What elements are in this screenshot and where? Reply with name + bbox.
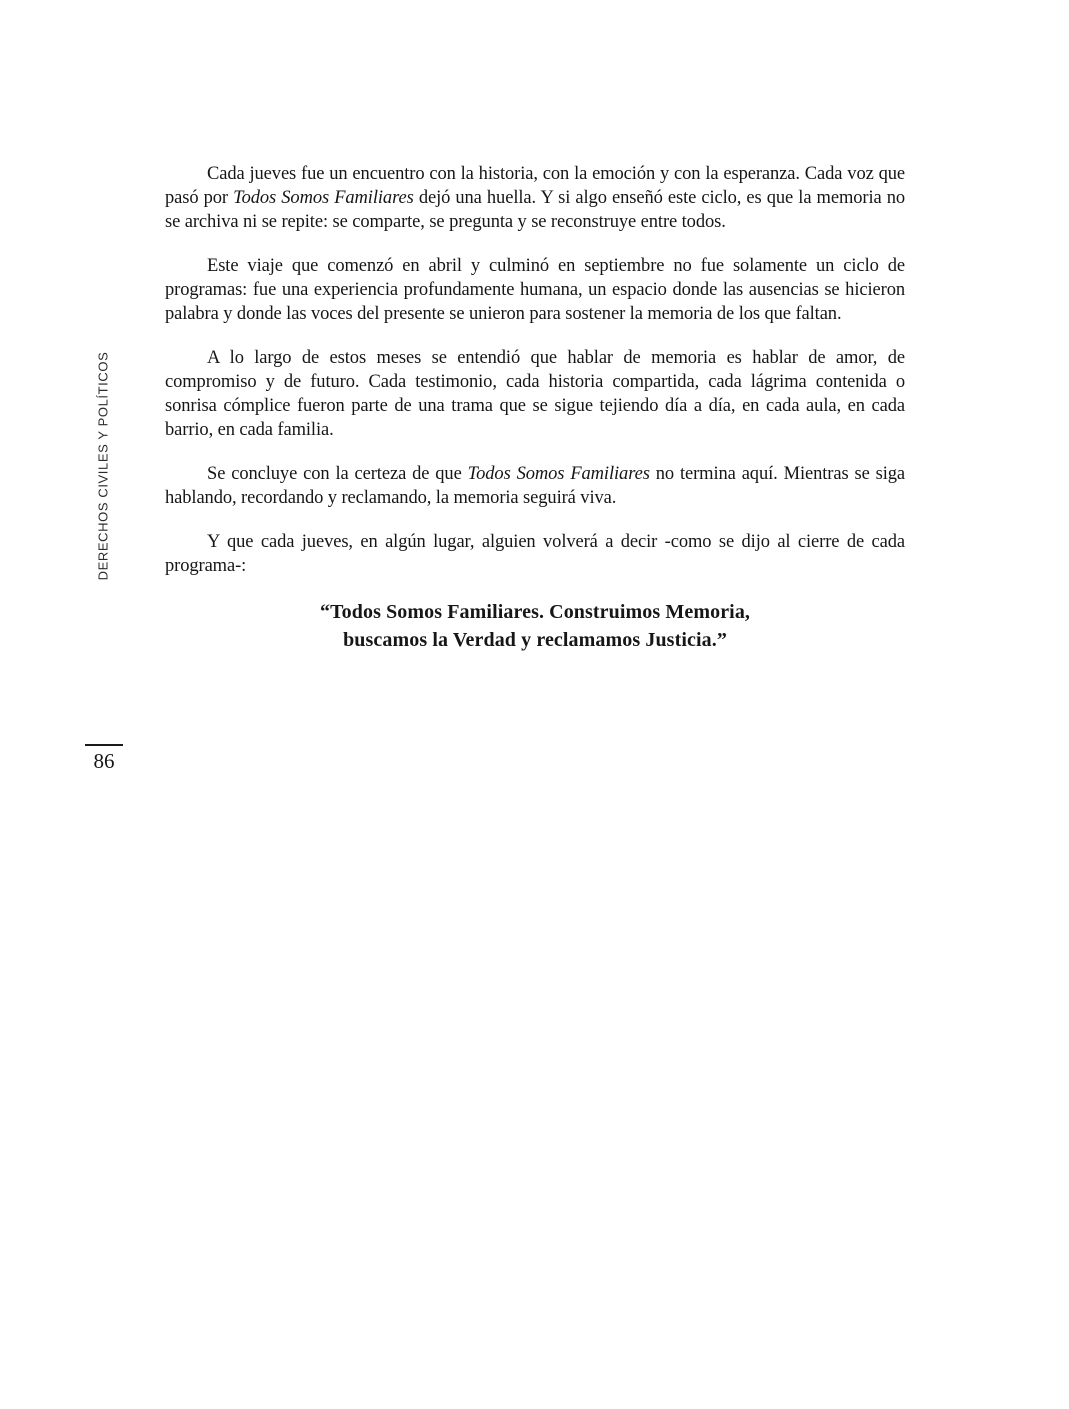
sidebar-section-label: DERECHOS CIVILES Y POLÍTICOS	[95, 351, 111, 581]
body-paragraph	[165, 254, 905, 326]
closing-quote	[165, 598, 905, 654]
page-number: 86	[93, 749, 115, 773]
paragraph-text: dejó una huella. Y si algo enseñó este ciclo, es que la memoria no se archiva ni se repite: se comparte, se pregunta y se reconstruye entre todos.	[165, 188, 906, 232]
program-title-italic: Todos Somos Familiares	[233, 188, 414, 208]
paragraph-text: no termina aquí. Mientras se siga hablando, recordando y reclamando, la memoria seguirá viva.	[165, 464, 906, 508]
body-paragraph	[165, 162, 905, 234]
body-paragraph	[165, 530, 905, 578]
paragraph-text: A lo largo de estos meses se entendió que hablar de memoria es hablar de amor, de compromiso y de futuro. Cada testimonio, cada historia compartida, cada lágrima contenida o sonrisa cómplice fueron parte de una trama que se sigue tejiendo día a día, en cada aula, en cada barrio, en cada familia.	[165, 348, 905, 440]
paragraph-text: Cada jueves fue un encuentro con la historia, con la emoción y con la esperanza. Cada voz que pasó por	[165, 164, 905, 208]
paragraph-text: Este viaje que comenzó en abril y culminó en septiembre no fue solamente un ciclo de programas: fue una experiencia profundamente humana, un espacio donde las ausencias se hicieron palabra y donde las voces del presente se unieron para sostener la memoria de los que faltan.	[165, 256, 905, 324]
body-paragraph	[165, 346, 905, 442]
paragraph-text: Se concluye con la certeza de que	[207, 464, 468, 484]
page-number-block	[85, 744, 123, 774]
body-text-column	[165, 162, 905, 654]
closing-quote-line: “Todos Somos Familiares. Construimos Memoria,	[319, 601, 751, 623]
closing-quote-line: buscamos la Verdad y reclamamos Justicia.”	[343, 629, 727, 651]
program-title-italic: Todos Somos Familiares	[467, 464, 650, 484]
paragraph-text: Y que cada jueves, en algún lugar, alguien volverá a decir -como se dijo al cierre de cada programa-:	[165, 532, 905, 576]
body-paragraph	[165, 462, 905, 510]
